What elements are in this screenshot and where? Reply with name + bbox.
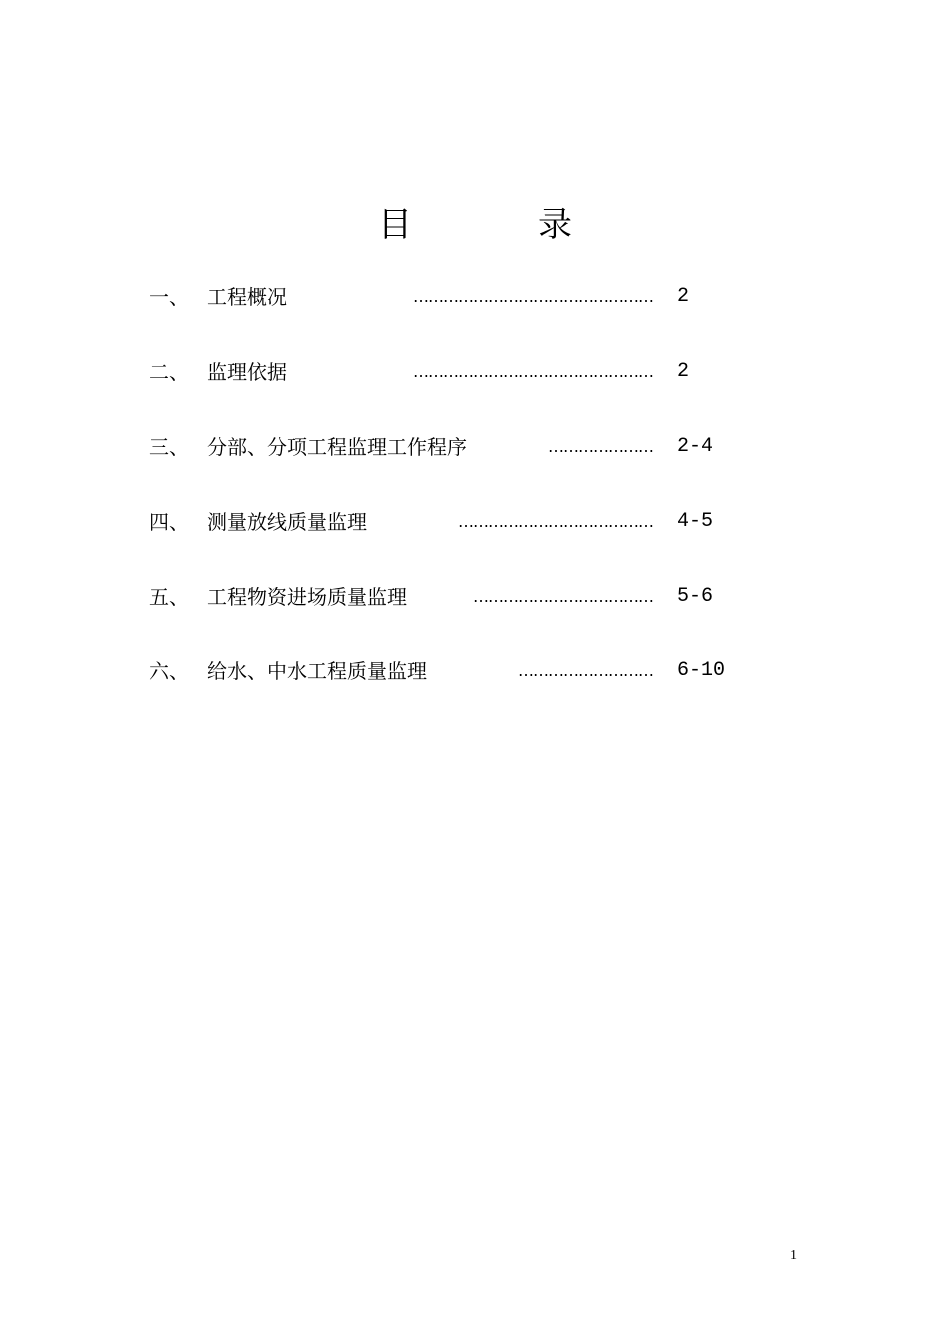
toc-entry-title: 分部、分项工程监理工作程序 bbox=[207, 435, 467, 459]
toc-entry-number: 二、 bbox=[149, 360, 189, 384]
toc-entry-leader-dots: ………………………………………… bbox=[413, 362, 653, 381]
toc-entry-leader-dots: ……………………… bbox=[518, 661, 653, 680]
toc-entry-number: 三、 bbox=[149, 435, 189, 459]
toc-entry-title: 工程物资进场质量监理 bbox=[207, 585, 407, 609]
toc-entry-leader-dots: ………………… bbox=[548, 437, 653, 456]
toc-entry-leader-dots: ………………………………………… bbox=[413, 287, 653, 306]
toc-entry-number: 四、 bbox=[149, 510, 189, 534]
page-number: 1 bbox=[790, 1248, 797, 1263]
toc-entry-leader-dots: ……………………………… bbox=[473, 587, 653, 606]
toc-entry-number: 五、 bbox=[149, 585, 189, 609]
toc-entry-page: 5-6 bbox=[677, 585, 714, 608]
toc-entry-page: 2-4 bbox=[677, 435, 714, 458]
toc-entry-page: 6-10 bbox=[677, 659, 726, 682]
toc-entry-page: 4-5 bbox=[677, 510, 714, 533]
toc-entry-leader-dots: ………………………………… bbox=[458, 512, 653, 531]
toc-entry-title: 给水、中水工程质量监理 bbox=[207, 659, 427, 683]
toc-entry-page: 2 bbox=[677, 360, 690, 383]
toc-entry-title: 工程概况 bbox=[207, 285, 287, 309]
toc-entry-title: 测量放线质量监理 bbox=[207, 510, 367, 534]
toc-entry-number: 六、 bbox=[149, 659, 189, 683]
toc-entry-page: 2 bbox=[677, 285, 690, 308]
toc-entry-title: 监理依据 bbox=[207, 360, 287, 384]
toc-entry-number: 一、 bbox=[149, 285, 189, 309]
page-title: 目 录 bbox=[378, 205, 618, 245]
